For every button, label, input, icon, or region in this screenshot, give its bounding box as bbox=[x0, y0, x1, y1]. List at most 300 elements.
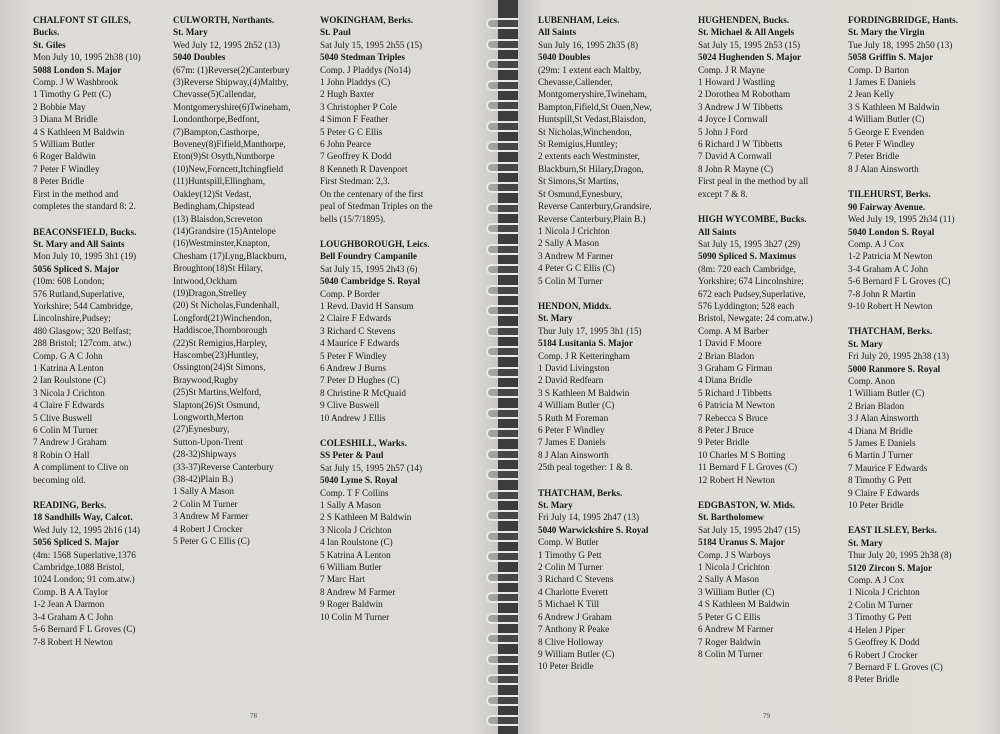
peal-detail-line: Montgomeryshire,Twineham, bbox=[538, 89, 648, 100]
ringer: 5 Peter F Windley bbox=[320, 350, 387, 361]
ringer: 3 Richard C Stevens bbox=[538, 574, 614, 585]
right-column-2 bbox=[698, 14, 838, 673]
ringer: 4 Diana M Bridle bbox=[848, 425, 913, 436]
peal-method: 5090 Spliced S. Maximus bbox=[698, 251, 797, 262]
ringer: 9 Roger Baldwin bbox=[320, 599, 383, 610]
ringer: 5 George E Evenden bbox=[848, 126, 925, 137]
ringer: 5 Geoffrey K Dodd bbox=[848, 637, 920, 648]
peal-detail-line: (10m: 608 London; bbox=[33, 276, 105, 287]
ringer: 3 Nicola J Crichton bbox=[320, 524, 392, 535]
ringer: 1 Revd. David H Sansum bbox=[320, 300, 414, 311]
ringer: 3 Christopher P Cole bbox=[320, 101, 397, 112]
ringer: 7 Andrew J Graham bbox=[33, 437, 107, 448]
peal-composer: Comp. Anon bbox=[848, 375, 895, 386]
ringer: 5 Richard J Tibbetts bbox=[698, 387, 772, 398]
right-column-3 bbox=[848, 14, 993, 699]
ringer: 10 Colin M Turner bbox=[320, 611, 390, 622]
peal-method: 5058 Griffin S. Major bbox=[848, 52, 934, 63]
peal-detail-line: Ossington(24)St Simons, bbox=[173, 362, 266, 373]
ringer: 5 Peter G C Ellis bbox=[698, 611, 761, 622]
peal-detail-line: (14)Grandsire (15)Antelope bbox=[173, 225, 276, 236]
peal-detail-line: (33-37)Reverse Canterbury bbox=[173, 461, 274, 472]
ringer: 1 Nicola J Crichton bbox=[538, 225, 610, 236]
peal-method: 5000 Ranmore S. Royal bbox=[848, 363, 941, 374]
ringer: 8 Robin O Hall bbox=[33, 449, 90, 460]
peal-place: LUBENHAM, Leics. bbox=[538, 15, 620, 25]
peal-entry bbox=[320, 14, 480, 225]
ringer: 7-8 Robert H Newton bbox=[33, 636, 113, 647]
peal-date: Sat July 15, 1995 2h55 (15) bbox=[320, 39, 423, 50]
peal-detail-line: (13) Blaisdon,Screveton bbox=[173, 213, 263, 224]
peal-detail-line: (4m: 1568 Superlative,1376 bbox=[33, 549, 136, 560]
peal-detail-line: Yorkshire; 544 Cambridge, bbox=[33, 300, 133, 311]
ringer: 6 Andrew J Burns bbox=[320, 362, 387, 373]
ringer: 5 James E Daniels bbox=[848, 438, 916, 448]
ringer: 2 Colin M Turner bbox=[173, 498, 238, 509]
peal-detail-line: St Simons,St Martins, bbox=[538, 176, 619, 187]
ringer: 3 J Alan Ainsworth bbox=[848, 413, 919, 424]
peal-detail-line: (3)Reverse Shipway,(4)Maltby, bbox=[173, 77, 289, 88]
peal-method: 5040 Lyme S. Royal bbox=[320, 475, 398, 486]
peal-date: Fri July 14, 1995 2h47 (13) bbox=[538, 512, 640, 523]
peal-composer: Comp. J R Mayne bbox=[698, 64, 765, 75]
peal-composer: Comp. J W Washbrook bbox=[33, 77, 119, 88]
peal-date: Wed July 12, 1995 2h16 (14) bbox=[33, 524, 140, 535]
left-page bbox=[0, 0, 498, 734]
peal-date: Tue July 18, 1995 2h50 (13) bbox=[848, 39, 953, 50]
peal-detail-line: (8m: 720 each Cambridge, bbox=[698, 263, 796, 274]
peal-dedication: St. Mary and All Saints bbox=[33, 238, 125, 249]
peal-method: 5056 Spliced S. Major bbox=[33, 263, 120, 274]
peal-composer: Comp. J S Warboys bbox=[698, 549, 771, 560]
ringer: 5 Peter G C Ellis bbox=[320, 126, 383, 137]
peal-date: Sat July 15, 1995 2h57 (14) bbox=[320, 462, 423, 473]
peal-date: Thur July 20, 1995 2h38 (8) bbox=[848, 550, 952, 561]
ringer: 4 Maurice F Edwards bbox=[320, 338, 400, 349]
peal-detail-line: Longford(21)Winchendon, bbox=[173, 312, 272, 323]
right-page bbox=[518, 0, 1000, 734]
ringer: 2 Claire F Edwards bbox=[320, 313, 392, 324]
peal-dedication: 18 Sandhills Way, Calcot. bbox=[33, 512, 133, 523]
ringer: 1 Timothy G Pett (C) bbox=[33, 89, 112, 100]
peal-method: 5088 London S. Major bbox=[33, 64, 122, 75]
peal-date: Wed July 12, 1995 2h52 (13) bbox=[173, 39, 280, 50]
peal-place: HENDON, Middx. bbox=[538, 300, 612, 311]
peal-footnote: completes the standard 8: 2. bbox=[33, 201, 136, 212]
peal-detail-line: Boveney(8)Fifield,Manthorpe, bbox=[173, 139, 286, 150]
peal-date: Thur July 17, 1995 3h1 (15) bbox=[538, 325, 642, 336]
peal-footnote: First in the method and bbox=[33, 188, 119, 199]
ringer: 6 Andrew J Graham bbox=[538, 611, 612, 622]
peal-detail-line: (25)St Martins,Welford, bbox=[173, 387, 262, 398]
ringer: 4 Diana Bridle bbox=[698, 375, 753, 386]
peal-place: THATCHAM, Berks. bbox=[848, 326, 933, 337]
ringer: 4 Joyce I Cornwall bbox=[698, 114, 768, 125]
peal-composer: Comp. J Pladdys (No14) bbox=[320, 64, 411, 75]
peal-composer: Comp. W Butler bbox=[538, 537, 599, 548]
peal-detail-line: Montgomeryshire(6)Twineham, bbox=[173, 101, 291, 112]
peal-detail-line: Yorkshire; 674 Lincolnshire; bbox=[698, 276, 804, 287]
peal-detail-line: St Remigius,Huntley; bbox=[538, 139, 618, 150]
peal-composer: Comp. A J Cox bbox=[848, 575, 905, 586]
peal-entry bbox=[848, 188, 993, 312]
peal-method: 5120 Zircon S. Major bbox=[848, 562, 933, 573]
ringer: 3 Andrew M Farmer bbox=[173, 511, 249, 522]
ringer: 3 Andrew M Farmer bbox=[538, 250, 614, 261]
ringer: 4 Ian Roulstone (C) bbox=[320, 537, 393, 548]
peal-place: TILEHURST, Berks. bbox=[848, 189, 931, 200]
ringer: 5 Colin M Turner bbox=[538, 275, 603, 286]
ringer: 8 Peter J Bruce bbox=[698, 425, 754, 435]
ringer: 2 Bobbie May bbox=[33, 101, 86, 112]
ringer: 1 Nicola J Crichton bbox=[848, 587, 920, 598]
ringer: 1 Timothy G Pett bbox=[538, 549, 602, 560]
ringer: 7 Peter F Windley bbox=[33, 163, 100, 174]
peal-date: Sun July 16, 1995 2h35 (8) bbox=[538, 39, 639, 50]
ringer: 7 David A Cornwall bbox=[698, 151, 772, 162]
peal-method: 5040 Doubles bbox=[173, 52, 226, 63]
peal-detail-line: Broughton(18)St Hilary, bbox=[173, 263, 263, 274]
peal-detail-line: Haddiscoe,Thornborough bbox=[173, 325, 268, 336]
peal-detail-line: Chevasse(5)Callendar, bbox=[173, 89, 257, 100]
peal-entry bbox=[848, 524, 993, 685]
peal-composer: Comp. T F Collins bbox=[320, 487, 389, 498]
peal-detail-line: Sutton-Upon-Trent bbox=[173, 436, 244, 447]
peal-detail-line: (19)Dragon,Strelley bbox=[173, 287, 247, 298]
ringer: 8 Timothy G Pett bbox=[848, 475, 912, 486]
peal-detail-line: Intwood,Ockham bbox=[173, 275, 238, 286]
ringer: 5 Clive Buswell bbox=[33, 412, 93, 423]
ringer: 7 Bernard F L Groves (C) bbox=[848, 661, 943, 672]
peal-detail-line: Slapton(26)St Osmund, bbox=[173, 399, 260, 410]
peal-detail-line: Oakley(12)St Vedast, bbox=[173, 188, 252, 199]
peal-footnote: 25th peal together: 1 & 8. bbox=[538, 462, 633, 473]
peal-detail-line: (16)Westminster,Knapton, bbox=[173, 238, 270, 249]
ringer: 4 S Kathleen M Baldwin bbox=[698, 599, 790, 610]
peal-detail-line: (67m: (1)Reverse(2)Canterbury bbox=[173, 64, 290, 75]
ringer: 5-6 Bernard F L Groves (C) bbox=[33, 624, 136, 635]
peal-detail-line: 576 Lyddington; 528 each bbox=[698, 300, 795, 311]
ringer: 9 William Butler (C) bbox=[538, 648, 615, 659]
ringer: 7 Anthony R Peake bbox=[538, 624, 610, 635]
peal-footnote: First Stedman: 2,3. bbox=[320, 176, 390, 187]
ringer: 3-4 Graham A C John bbox=[33, 611, 114, 622]
ringer: 6 Richard J W Tibbetts bbox=[698, 139, 783, 150]
left-column-1 bbox=[33, 14, 168, 661]
peal-detail-line: Lincolnshire,Pudsey; bbox=[33, 313, 111, 324]
ringer: 6 Andrew M Farmer bbox=[698, 624, 774, 635]
ringer: 12 Robert H Newton bbox=[698, 474, 775, 485]
peal-detail-line: 288 Bristol; 127com. atw.) bbox=[33, 338, 132, 349]
peal-method: 5184 Lusitania S. Major bbox=[538, 338, 633, 349]
ringer: 7 Roger Baldwin bbox=[698, 636, 761, 647]
peal-place: CULWORTH, Northants. bbox=[173, 15, 275, 25]
ringer: 3 S Kathleen M Baldwin bbox=[848, 101, 940, 112]
peal-entry bbox=[848, 14, 993, 175]
ringer: 4 Helen J Piper bbox=[848, 624, 905, 635]
peal-dedication: SS Peter & Paul bbox=[320, 450, 384, 461]
peal-dedication: All Saints bbox=[698, 226, 737, 237]
peal-detail-line: 2 extents each Westminster, bbox=[538, 151, 640, 162]
ringer: 7 Peter Bridle bbox=[848, 151, 900, 162]
ringer: 2 Brian Bladon bbox=[698, 350, 755, 361]
peal-method: 5056 Spliced S. Major bbox=[33, 537, 120, 548]
ringer: 6 Patricia M Newton bbox=[698, 400, 775, 411]
peal-detail-line: (28-32)Shipways bbox=[173, 449, 237, 460]
ringer: 6 Martin J Turner bbox=[848, 450, 913, 461]
ringer: 10 Peter Bridle bbox=[848, 500, 904, 511]
ringer: 7 James E Daniels bbox=[538, 437, 606, 448]
ringer: 5 Ruth M Foreman bbox=[538, 412, 609, 423]
peal-entry bbox=[33, 14, 168, 213]
peal-detail-line: (11)Huntspill,Ellingham, bbox=[173, 176, 266, 187]
peal-detail-line: 576 Rutland,Superlative, bbox=[33, 288, 125, 299]
ringer: 9 Clive Buswell bbox=[320, 400, 380, 411]
peal-footnote: becoming old. bbox=[33, 474, 86, 485]
ringer: 5 Peter G C Ellis (C) bbox=[173, 536, 250, 547]
peal-dedication: St. Mary the Virgin bbox=[848, 27, 925, 38]
peal-detail-line: Blackburn,St Hilary,Dragon, bbox=[538, 163, 644, 174]
ringer: 4 Robert J Crocker bbox=[173, 523, 243, 534]
ringer: 4 Simon F Feather bbox=[320, 114, 389, 125]
ringer: 3 S Kathleen M Baldwin bbox=[538, 387, 630, 398]
peal-entry bbox=[320, 238, 480, 424]
peal-entry bbox=[698, 14, 838, 200]
peal-entry bbox=[698, 499, 838, 660]
ringer: 2 S Kathleen M Baldwin bbox=[320, 512, 412, 523]
peal-dedication: St. Giles bbox=[33, 39, 66, 50]
ringer: 3 Richard C Stevens bbox=[320, 325, 396, 336]
peal-dedication: St. Mary bbox=[538, 500, 573, 511]
peal-date: Fri July 20, 1995 2h38 (13) bbox=[848, 351, 950, 362]
peal-entry bbox=[538, 300, 698, 474]
ringer: 5 Katrina A Lenton bbox=[320, 549, 391, 560]
ringer: 4 Claire F Edwards bbox=[33, 400, 105, 411]
ringer: 5 William Butler bbox=[33, 139, 95, 150]
ringer: 3 Timothy G Pett bbox=[848, 612, 912, 623]
peal-place: EDGBASTON, W. Mids. bbox=[698, 500, 796, 511]
ringer: 6 Roger Baldwin bbox=[33, 151, 96, 162]
peal-detail-line: Longworth,Merton bbox=[173, 412, 244, 422]
ringer: 4 Charlotte Everett bbox=[538, 586, 608, 597]
peal-detail-line: Hascombe(23)Huntley, bbox=[173, 349, 259, 360]
peal-entry bbox=[173, 14, 313, 547]
peal-composer: Comp. A J Cox bbox=[848, 238, 905, 249]
peal-date: Sat July 15, 1995 2h53 (15) bbox=[698, 39, 801, 50]
peal-place: EAST ILSLEY, Berks. bbox=[848, 525, 937, 536]
right-page-number: 79 bbox=[763, 712, 770, 720]
peal-place: THATCHAM, Berks. bbox=[538, 487, 623, 498]
peal-detail-line: Cambridge,1088 Bristol, bbox=[33, 562, 125, 573]
peal-detail-line: Bedingham,Chipstead bbox=[173, 201, 255, 212]
ringer: 8 Christine R McQuaid bbox=[320, 387, 406, 398]
peal-entry bbox=[33, 226, 168, 487]
peal-composer: Comp. D Barton bbox=[848, 64, 909, 75]
ringer: 8 Clive Holloway bbox=[538, 636, 604, 647]
ringer: 2 Brian Bladon bbox=[848, 400, 905, 411]
ringer: 1 John Pladdys (C) bbox=[320, 77, 391, 88]
ringer: 1 Howard J Wastling bbox=[698, 77, 775, 88]
peal-detail-line: Chesham (17)Lyng,Blackburn, bbox=[173, 250, 287, 261]
peal-detail-line: Eton(9)St Osyth,Nunthorpe bbox=[173, 151, 275, 162]
left-column-2 bbox=[173, 14, 313, 560]
ringer: 5 John J Ford bbox=[698, 126, 748, 137]
ringer: 8 Kenneth R Davenport bbox=[320, 163, 408, 174]
peal-footnote: bells (15/7/1895). bbox=[320, 213, 386, 224]
ringer: 4 S Kathleen M Baldwin bbox=[33, 126, 125, 137]
ringer: 1 William Butler (C) bbox=[848, 388, 925, 399]
ringer: 4 William Butler (C) bbox=[848, 114, 925, 125]
peal-detail-line: Huntspill,St Vedast,Blaisdon, bbox=[538, 114, 647, 125]
ringer: 2 Hugh Baxter bbox=[320, 89, 375, 100]
ringer: 2 Dorothea M Robotham bbox=[698, 89, 791, 100]
ringer: 6 William Butler bbox=[320, 562, 382, 573]
peal-detail-line: (7)Bampton,Casthorpe, bbox=[173, 126, 260, 137]
peal-composer: Comp. J R Ketteringham bbox=[538, 350, 630, 361]
peal-footnote: except 7 & 8. bbox=[698, 188, 748, 199]
peal-detail-line: 1024 London; 91 com.atw.) bbox=[33, 574, 135, 585]
ringer: 3 Nicola J Crichton bbox=[33, 387, 105, 398]
peal-detail-line: (38-42)Plain B.) bbox=[173, 474, 234, 485]
peal-dedication: St. Mary bbox=[173, 27, 208, 38]
peal-footnote: On the centenary of the first bbox=[320, 188, 424, 199]
peal-detail-line: St Nicholas,Winchendon, bbox=[538, 126, 632, 137]
peal-dedication: St. Michael & All Angels bbox=[698, 27, 795, 38]
ringer: 1 Katrina A Lenton bbox=[33, 362, 104, 373]
ringer: 9 Peter Bridle bbox=[698, 437, 750, 448]
peal-entry bbox=[320, 437, 480, 623]
ringer: 6 John Pearce bbox=[320, 139, 372, 150]
peal-dedication: St. Mary bbox=[848, 338, 883, 349]
ringer: 8 Colin M Turner bbox=[698, 648, 763, 659]
ringer: 10 Andrew J Ellis bbox=[320, 412, 386, 423]
ringer: 6 Robert J Crocker bbox=[848, 649, 918, 660]
ringer: 9 Claire F Edwards bbox=[848, 487, 920, 498]
peal-footnote: First peal in the method by all bbox=[698, 176, 809, 187]
peal-place: WOKINGHAM, Berks. bbox=[320, 15, 414, 25]
ringer: 8 Andrew M Farmer bbox=[320, 586, 396, 597]
ringer: 7 Maurice F Edwards bbox=[848, 462, 928, 473]
peal-place: CHALFONT ST GILES, bbox=[33, 15, 131, 25]
ringer: 1 Sally A Mason bbox=[173, 486, 235, 497]
peal-entry bbox=[33, 499, 168, 648]
peal-place: FORDINGBRIDGE, Hants. bbox=[848, 15, 959, 25]
peal-detail-line: Chevasse,Callender, bbox=[538, 77, 613, 88]
peal-date: Mon July 10, 1995 3h1 (19) bbox=[33, 251, 137, 262]
peal-detail-line: 480 Glasgow; 320 Belfast; bbox=[33, 325, 132, 336]
ringer: 5-6 Bernard F L Groves (C) bbox=[848, 276, 951, 287]
peal-entry bbox=[538, 487, 698, 673]
peal-entry bbox=[698, 213, 838, 486]
peal-detail-line: Reverse Canterbury,Plain B.) bbox=[538, 213, 646, 224]
peal-dedication: St. Mary bbox=[848, 537, 883, 548]
ringer: 2 Ian Roulstone (C) bbox=[33, 375, 106, 386]
peal-footnote: A compliment to Clive on bbox=[33, 462, 129, 473]
ringer: 1-2 Jean A Darmon bbox=[33, 599, 105, 610]
peal-place: HIGH WYCOMBE, Bucks. bbox=[698, 214, 807, 225]
peal-dedication: Bell Foundry Campanile bbox=[320, 251, 417, 262]
ringer: 1 Nicola J Crichton bbox=[698, 562, 770, 573]
peal-date: Wed July 19, 1995 2h34 (11) bbox=[848, 214, 955, 225]
ringer: 7 Geoffrey K Dodd bbox=[320, 151, 392, 162]
peal-date: Mon July 10, 1995 2h38 (10) bbox=[33, 52, 141, 63]
peal-dedication: St. Mary bbox=[538, 313, 573, 324]
ringer: 8 John R Mayne (C) bbox=[698, 163, 774, 174]
ringer: 1 Sally A Mason bbox=[320, 500, 382, 511]
ringer: 8 Peter Bridle bbox=[33, 176, 85, 187]
ringer: 7 Peter D Hughes (C) bbox=[320, 375, 400, 386]
peal-composer: Comp. B A A Taylor bbox=[33, 586, 108, 597]
peal-date: Sat July 15, 1995 2h47 (15) bbox=[698, 524, 801, 535]
ringer: 2 Colin M Turner bbox=[538, 562, 603, 573]
ringer: 8 J Alan Ainsworth bbox=[848, 163, 919, 174]
ringer: 4 William Butler (C) bbox=[538, 400, 615, 411]
ringer: 6 Peter F Windley bbox=[848, 139, 915, 150]
ringer: 3 Andrew J W Tibbetts bbox=[698, 101, 783, 112]
ringer: 2 David Redfearn bbox=[538, 375, 604, 386]
peal-method: 5040 Stedman Triples bbox=[320, 52, 405, 63]
peal-method: 5040 Warwickshire S. Royal bbox=[538, 524, 649, 535]
ringer: 3 William Butler (C) bbox=[698, 586, 775, 597]
peal-detail-line: 672 each Pudsey,Superlative, bbox=[698, 288, 806, 299]
peal-method: 5024 Hughenden S. Major bbox=[698, 52, 802, 63]
peal-dedication: St. Paul bbox=[320, 27, 351, 38]
ringer: 3 Graham G Firman bbox=[698, 362, 773, 373]
peal-detail-line: (10)New,Forncett,Itchingfield bbox=[173, 163, 284, 174]
peal-composer: Comp. G A C John bbox=[33, 350, 103, 361]
peal-composer: Comp. A M Barber bbox=[698, 325, 769, 336]
ringer: 1 David Livingston bbox=[538, 362, 610, 373]
peal-dedication: All Saints bbox=[538, 27, 577, 38]
ringer: 2 Sally A Mason bbox=[698, 574, 760, 585]
peal-detail-line: (22)St Remigius,Harpley, bbox=[173, 337, 268, 348]
peal-detail-line: (20) St Nicholas,Fundenhall, bbox=[173, 300, 280, 311]
ringer: 6 Peter F Windley bbox=[538, 425, 605, 435]
peal-detail-line: St Osmund,Eynesbury, bbox=[538, 188, 623, 199]
ringer: 10 Charles M S Botting bbox=[698, 449, 786, 460]
peal-entry bbox=[538, 14, 698, 287]
ringer: 7-8 John R Martin bbox=[848, 288, 916, 299]
peal-method: 5040 London S. Royal bbox=[848, 226, 935, 237]
ringer: 3-4 Graham A C John bbox=[848, 263, 929, 274]
peal-place: HUGHENDEN, Bucks. bbox=[698, 15, 790, 25]
peal-dedication: 90 Fairway Avenue. bbox=[848, 201, 926, 212]
ringer: 7 Marc Hart bbox=[320, 574, 365, 585]
peal-detail-line: Reverse Canterbury,Grandsire, bbox=[538, 201, 652, 212]
peal-method: 5040 Cambridge S. Royal bbox=[320, 276, 421, 287]
peal-date: Sat July 15, 1995 3h27 (29) bbox=[698, 238, 801, 249]
ringer: 3 Diana M Bridle bbox=[33, 114, 98, 125]
ringer: 1 James E Daniels bbox=[848, 77, 916, 88]
right-column-1 bbox=[538, 14, 698, 686]
peal-place: BEACONSFIELD, Bucks. bbox=[33, 226, 137, 237]
ringer: 5 Michael K Till bbox=[538, 599, 600, 610]
peal-footnote: peal of Stedman Triples on the bbox=[320, 201, 433, 212]
peal-method: 5040 Doubles bbox=[538, 52, 591, 63]
peal-detail-line: (29m: 1 extent each Maltby, bbox=[538, 64, 642, 75]
peal-place: LOUGHBOROUGH, Leics. bbox=[320, 238, 430, 249]
peal-county: Bucks. bbox=[33, 27, 60, 38]
peal-entry bbox=[848, 325, 993, 511]
peal-place: COLESHILL, Warks. bbox=[320, 438, 407, 448]
left-column-3 bbox=[320, 14, 480, 636]
ringer: 2 Jean Kelly bbox=[848, 89, 894, 100]
peal-date: Sat July 15, 1995 2h43 (6) bbox=[320, 263, 418, 274]
ringer: 7 Rebecca S Bruce bbox=[698, 412, 768, 423]
ringer: 9-10 Robert H Newton bbox=[848, 300, 933, 311]
peal-composer: Comp. P Border bbox=[320, 288, 380, 299]
ringer: 2 Sally A Mason bbox=[538, 238, 600, 249]
